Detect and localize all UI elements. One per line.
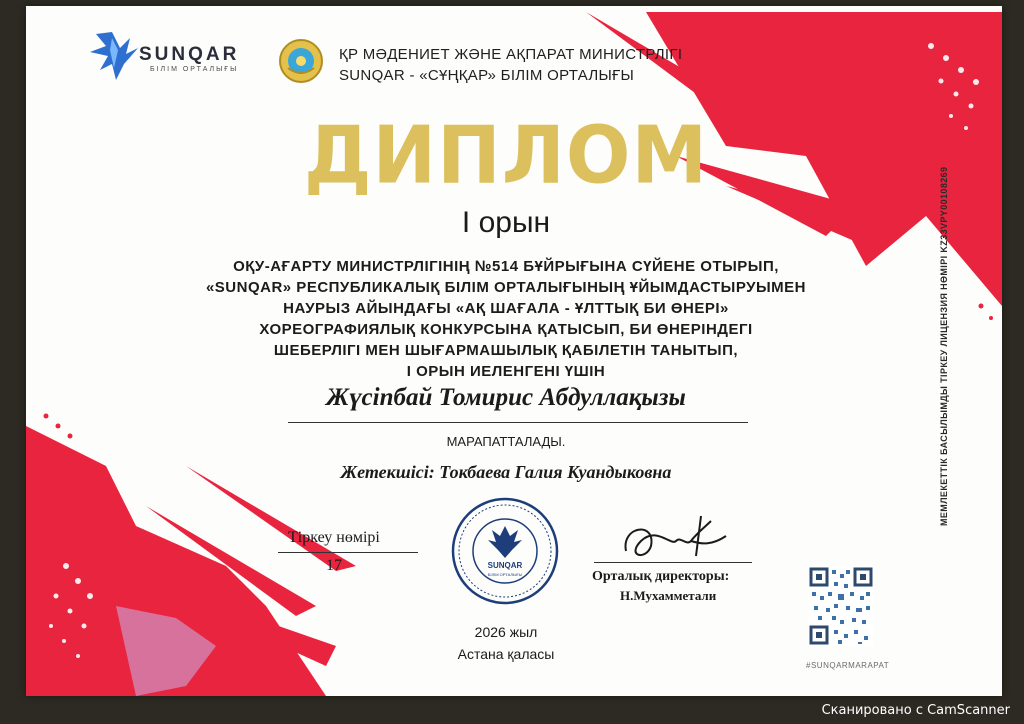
director-divider — [594, 562, 752, 563]
brand-name: SUNQAR — [139, 44, 240, 65]
supervisor-name: Жетекшісі: Токбаева Галия Куандыковна — [340, 462, 672, 482]
director-name: Н.Мухамметали — [620, 588, 717, 603]
diploma-page — [26, 6, 1002, 696]
recipient-name: Жүсіпбай Томирис Абдуллақызы — [326, 384, 686, 411]
brand-subtitle: БІЛІМ ОРТАЛЫҒЫ — [150, 66, 239, 73]
recipient-underline — [288, 422, 748, 423]
issue-year: 2026 жыл — [474, 624, 538, 640]
registration-label: Тіркеу нөмірі — [288, 529, 380, 546]
description-line: ШЕБЕРЛІГІ МЕН ШЫҒАРМАШЫЛЫҚ ҚАБІЛЕТІН ТАНЫТЫП, — [273, 342, 739, 359]
stamp-subtitle: БІЛІМ ОРТАЛЫҒЫ — [487, 572, 523, 577]
stamp-brand: SUNQAR — [487, 561, 523, 570]
state-emblem-icon — [278, 38, 324, 84]
seal-stamp — [450, 496, 560, 606]
director-label: Орталық директоры: — [592, 569, 730, 584]
qr-code-icon — [808, 566, 874, 646]
description-line: «SUNQAR» РЕСПУБЛИКАЛЫҚ БІЛІМ ОРТАЛЫҒЫНЫҢ ҰЙЫМДАСТЫРУЫМЕН — [205, 279, 807, 296]
registration-number: 17 — [326, 557, 342, 574]
description-line: ОҚУ-АҒАРТУ МИНИСТРЛІГІНІҢ №514 БҰЙРЫҒЫНА СҮЙЕНЕ ОТЫРЫП, — [233, 258, 779, 275]
center-name: SUNQAR - «СҰҢҚАР» БІЛІМ ОРТАЛЫҒЫ — [339, 67, 635, 84]
registration-divider — [278, 552, 418, 553]
diploma-title: ДИПЛОМ — [303, 107, 709, 202]
awarded-text: МАРАПАТТАЛАДЫ. — [446, 434, 566, 449]
license-number: МЕМЛЕКЕТТІК БАСЫЛЫМДЫ ТІРКЕУ ЛИЦЕНЗИЯ НӨМІРІ KZ33VPY00108269 — [939, 166, 949, 526]
ministry-name: ҚР МӘДЕНИЕТ ЖӘНЕ АҚПАРАТ МИНИСТРЛІГІ — [339, 46, 683, 63]
description-line: І ОРЫН ИЕЛЕНГЕНІ ҮШІН — [406, 363, 606, 380]
description-line: НАУРЫЗ АЙЫНДАҒЫ «АҚ ШАҒАЛА - ҰЛТТЫҚ БИ ӨНЕРІ» — [283, 300, 729, 317]
description-line: ХОРЕОГРАФИЯЛЫҚ КОНКУРСЫНА ҚАТЫСЫП, БИ ӨНЕРІНДЕГІ — [259, 321, 753, 338]
director-signature — [616, 506, 736, 566]
scanner-watermark: Сканировано с CamScanner — [821, 703, 1010, 718]
award-description — [166, 256, 846, 382]
issue-city: Астана қаласы — [457, 646, 555, 662]
place-award: І орын — [461, 206, 551, 239]
qr-caption: #SUNQARMARAPAT — [806, 661, 890, 670]
